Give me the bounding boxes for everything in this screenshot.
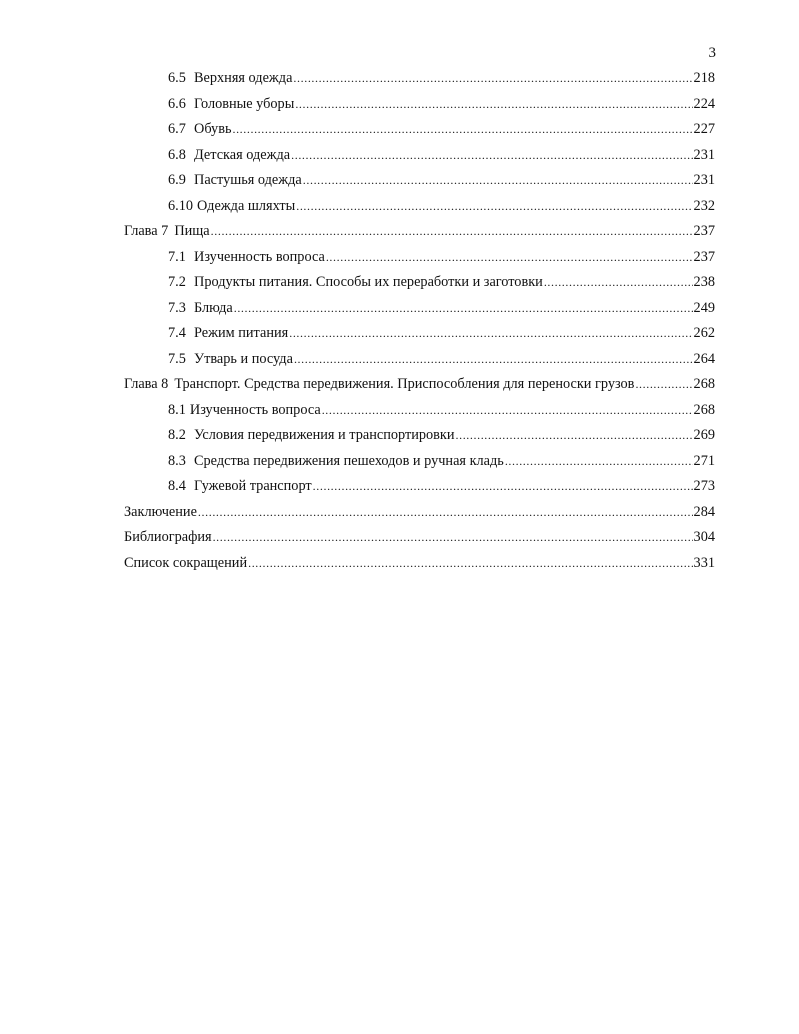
toc-entry-page: 232 [693,197,715,214]
toc-entry-page: 268 [693,401,715,418]
toc-entry[interactable] [168,298,715,318]
toc-entry-number: 7.2 [168,274,186,290]
toc-section-entry[interactable] [124,502,715,522]
toc-leader-dots [211,221,693,241]
toc-leader-dots [303,170,693,190]
toc-leader-dots [294,349,693,369]
toc-entry[interactable] [168,451,715,471]
toc-entry-page: 231 [693,172,715,188]
toc-entry-number: 6.10 [168,197,194,214]
toc-leader-dots [232,119,692,139]
toc-entry-title: Транспорт. Средства передвижения. Приспособления для переноски грузов [174,376,635,392]
toc-entry-number: 8.4 [168,478,186,494]
toc-entry-number: 6.9 [168,172,186,188]
toc-leader-dots [213,527,693,547]
toc-entry[interactable] [168,196,715,216]
toc-entry-page: 262 [693,325,715,341]
toc-entry-number: 7.4 [168,325,186,341]
toc-leader-dots [291,145,692,165]
toc-entry[interactable] [168,323,715,343]
toc-entry-page: 273 [693,478,715,494]
toc-leader-dots [289,323,692,343]
toc-leader-dots [326,247,693,267]
toc-section-entry[interactable] [124,553,715,573]
toc-leader-dots [635,374,692,394]
toc-entry[interactable] [168,94,715,114]
toc-entry[interactable] [168,400,715,420]
toc-entry-number: 6.6 [168,95,186,112]
toc-entry-title: Утварь и посуда [194,350,293,367]
toc-entry-page: 237 [693,223,715,239]
toc-entry-title: Пища [174,223,210,239]
toc-leader-dots [505,451,693,471]
toc-leader-dots [313,476,693,496]
toc-leader-dots [234,298,693,318]
toc-entry-number: 6.7 [168,121,186,137]
toc-entry-number: 7.5 [168,350,186,367]
toc-entry-page: 218 [693,70,715,86]
toc-entry-title: Головные уборы [194,95,295,112]
toc-leader-dots [293,68,692,88]
toc-entry-title: Изученность вопроса [194,248,325,265]
toc-leader-dots [456,425,693,445]
toc-entry[interactable] [168,247,715,267]
toc-entry[interactable] [168,476,715,496]
toc-entry[interactable] [168,68,715,88]
toc-entry-title: Условия передвижения и транспортировки [194,427,455,443]
toc-entry[interactable] [168,119,715,139]
toc-entry-page: 238 [693,274,715,290]
toc-entry[interactable] [168,425,715,445]
toc-leader-dots [248,553,692,573]
toc-entry-title: Детская одежда [194,146,291,163]
toc-chapter-entry[interactable] [124,221,715,241]
toc-entry-number: 7.3 [168,299,186,316]
toc-entry-number: 8.2 [168,427,186,443]
toc-entry-page: 249 [693,299,715,316]
toc-section-entry[interactable] [124,527,715,547]
toc-entry[interactable] [168,349,715,369]
toc-entry-title: Средства передвижения пешеходов и ручная кладь [194,452,504,469]
toc-entry-title: Обувь [194,121,232,137]
toc-entry-number: 8.1 [168,401,186,418]
toc-entry-number: 6.5 [168,70,186,86]
toc-entry-title: Верхняя одежда [194,70,293,86]
toc-entry-page: 231 [693,146,715,163]
toc-leader-dots [544,272,693,292]
toc-entry-title: Блюда [194,299,233,316]
toc-leader-dots [296,196,692,216]
toc-entry-page: 268 [693,376,715,392]
toc-entry-title: Заключение [124,503,197,520]
toc-leader-dots [322,400,693,420]
toc-entry-number: 6.8 [168,146,186,163]
toc-entry-page: 264 [693,350,715,367]
toc-entry-page: 284 [693,503,715,520]
toc-entry-title: Изученность вопроса [189,401,321,418]
toc-entry-page: 331 [693,554,715,571]
toc-chapter-entry[interactable] [124,374,715,394]
toc-entry-page: 304 [693,529,715,545]
page-number: 3 [708,45,716,61]
toc-entry-number: 8.3 [168,452,186,469]
toc-entry-page: 227 [693,121,715,137]
toc-entry-title: Одежда шляхты [197,197,296,214]
toc-chapter-number: Глава 7 [124,223,169,239]
toc-entry-title: Режим питания [194,325,289,341]
toc-entry-title: Пастушья одежда [194,172,302,188]
toc-entry-title: Продукты питания. Способы их переработки и заготовки [194,274,543,290]
toc-entry-title: Библиография [124,529,212,545]
toc-entry[interactable] [168,170,715,190]
toc-entry-page: 269 [693,427,715,443]
toc-entry-page: 271 [693,452,715,469]
toc-entry[interactable] [168,145,715,165]
toc-leader-dots [295,94,692,114]
toc-entry-number: 7.1 [168,248,186,265]
toc-entry-page: 237 [693,248,715,265]
toc-entry-page: 224 [693,95,715,112]
toc-entry-title: Гужевой транспорт [194,478,312,494]
toc-chapter-number: Глава 8 [124,376,169,392]
toc-entry-title: Список сокращений [124,554,248,571]
toc-leader-dots [198,502,693,522]
toc-entry[interactable] [168,272,715,292]
